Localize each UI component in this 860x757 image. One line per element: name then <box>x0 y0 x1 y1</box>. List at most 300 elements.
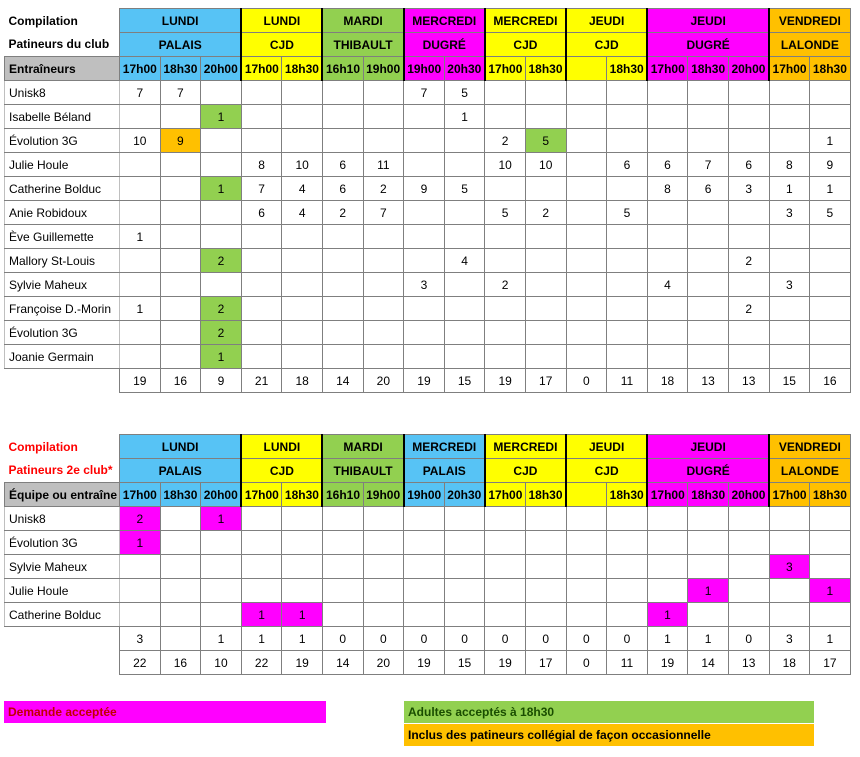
count-cell <box>647 579 688 603</box>
count-cell: 4 <box>647 273 688 297</box>
time-slot: 17h00 <box>485 483 526 507</box>
count-cell: 5 <box>525 129 566 153</box>
count-cell <box>728 273 769 297</box>
coach-name: Évolution 3G <box>5 531 120 555</box>
count-cell <box>404 603 445 627</box>
count-cell: 6 <box>688 177 729 201</box>
count-cell <box>282 273 323 297</box>
time-slot: 17h00 <box>485 57 526 81</box>
count-cell <box>728 201 769 225</box>
count-cell <box>404 105 445 129</box>
coach-name: Françoise D.-Morin <box>5 297 120 321</box>
count-cell <box>607 273 648 297</box>
count-cell <box>322 321 363 345</box>
total-cell: 13 <box>728 369 769 393</box>
time-slot: 20h30 <box>444 483 485 507</box>
count-cell: 11 <box>363 153 404 177</box>
count-cell <box>160 201 201 225</box>
count-cell <box>647 297 688 321</box>
count-cell <box>688 297 729 321</box>
second-club-skaters-table <box>4 434 851 675</box>
count-cell <box>647 555 688 579</box>
count-cell <box>404 507 445 531</box>
count-cell <box>647 249 688 273</box>
count-cell <box>201 579 242 603</box>
day-label: MARDI <box>322 435 403 459</box>
venue-label: DUGRÉ <box>647 33 769 57</box>
count-cell <box>769 81 810 105</box>
count-cell <box>525 249 566 273</box>
count-cell: 2 <box>728 249 769 273</box>
table-row <box>5 81 851 105</box>
count-cell <box>566 579 607 603</box>
count-cell <box>566 201 607 225</box>
count-cell <box>282 249 323 273</box>
count-cell <box>160 153 201 177</box>
count-cell <box>160 297 201 321</box>
time-slot: 16h10 <box>322 57 363 81</box>
count-cell: 7 <box>160 81 201 105</box>
count-cell <box>404 201 445 225</box>
count-cell <box>322 129 363 153</box>
table-row <box>5 177 851 201</box>
table-row <box>5 345 851 369</box>
count-cell <box>120 579 161 603</box>
coach-name: Julie Houle <box>5 579 120 603</box>
day-label: JEUDI <box>566 435 647 459</box>
time-slot: 18h30 <box>607 483 648 507</box>
count-cell <box>769 345 810 369</box>
count-cell <box>241 345 282 369</box>
count-cell <box>363 321 404 345</box>
count-cell: 10 <box>282 153 323 177</box>
total-cell: 18 <box>769 651 810 675</box>
day-label: LUNDI <box>241 435 322 459</box>
table-row <box>5 249 851 273</box>
count-cell <box>404 129 445 153</box>
table-row <box>5 297 851 321</box>
time-slot: 18h30 <box>282 57 323 81</box>
count-cell: 6 <box>728 153 769 177</box>
count-cell <box>566 297 607 321</box>
count-cell <box>120 201 161 225</box>
total-cell: 19 <box>485 651 526 675</box>
time-slot: 18h30 <box>525 483 566 507</box>
count-cell <box>810 225 851 249</box>
count-cell <box>607 603 648 627</box>
subtotal-cell: 0 <box>566 627 607 651</box>
count-cell <box>728 555 769 579</box>
count-cell <box>322 555 363 579</box>
count-cell <box>201 129 242 153</box>
count-cell <box>160 273 201 297</box>
count-cell: 1 <box>444 105 485 129</box>
total-cell: 13 <box>728 651 769 675</box>
count-cell <box>363 249 404 273</box>
count-cell <box>363 129 404 153</box>
subtotal-cell: 0 <box>322 627 363 651</box>
time-slot: 17h00 <box>120 483 161 507</box>
count-cell <box>485 321 526 345</box>
count-cell <box>404 225 445 249</box>
subtotal-cell: 0 <box>728 627 769 651</box>
count-cell <box>525 177 566 201</box>
venue-label: DUGRÉ <box>647 459 769 483</box>
subtotal-label <box>5 627 120 651</box>
count-cell <box>769 297 810 321</box>
count-cell <box>444 153 485 177</box>
total-cell: 16 <box>160 651 201 675</box>
total-row <box>5 369 851 393</box>
day-label: LUNDI <box>120 9 242 33</box>
total-cell: 22 <box>120 651 161 675</box>
coach-name: Unisk8 <box>5 507 120 531</box>
count-cell: 1 <box>810 579 851 603</box>
count-cell: 1 <box>120 225 161 249</box>
count-cell <box>566 531 607 555</box>
coach-name: Évolution 3G <box>5 129 120 153</box>
count-cell <box>485 81 526 105</box>
count-cell <box>444 579 485 603</box>
count-cell: 1 <box>810 177 851 201</box>
count-cell <box>769 579 810 603</box>
count-cell <box>404 345 445 369</box>
count-cell <box>607 81 648 105</box>
count-cell <box>120 153 161 177</box>
day-label: JEUDI <box>647 9 769 33</box>
count-cell <box>241 555 282 579</box>
subtotal-cell: 0 <box>363 627 404 651</box>
coach-name: Anie Robidoux <box>5 201 120 225</box>
count-cell <box>363 345 404 369</box>
count-cell <box>647 531 688 555</box>
count-cell: 2 <box>120 507 161 531</box>
table-row <box>5 507 851 531</box>
count-cell: 3 <box>728 177 769 201</box>
count-cell <box>728 81 769 105</box>
count-cell <box>282 105 323 129</box>
total-cell: 11 <box>607 369 648 393</box>
count-cell <box>607 321 648 345</box>
count-cell <box>810 273 851 297</box>
count-cell <box>566 153 607 177</box>
count-cell <box>282 579 323 603</box>
count-cell <box>769 105 810 129</box>
subtotal-cell: 0 <box>525 627 566 651</box>
count-cell: 1 <box>241 603 282 627</box>
count-cell <box>444 201 485 225</box>
count-cell <box>404 579 445 603</box>
count-cell <box>241 297 282 321</box>
count-cell <box>241 273 282 297</box>
table-row <box>5 603 851 627</box>
table-row <box>5 555 851 579</box>
venue-label: LALONDE <box>769 459 850 483</box>
count-cell: 3 <box>769 201 810 225</box>
count-cell: 7 <box>241 177 282 201</box>
total-cell: 19 <box>485 369 526 393</box>
count-cell <box>566 321 607 345</box>
count-cell <box>444 603 485 627</box>
count-cell <box>485 345 526 369</box>
count-cell: 7 <box>404 81 445 105</box>
count-cell <box>688 531 729 555</box>
count-cell <box>566 345 607 369</box>
count-cell <box>322 297 363 321</box>
total-cell: 14 <box>322 651 363 675</box>
count-cell <box>485 177 526 201</box>
count-cell <box>282 225 323 249</box>
count-cell <box>769 321 810 345</box>
count-cell <box>404 153 445 177</box>
count-cell: 1 <box>201 345 242 369</box>
venue-label: PALAIS <box>404 459 485 483</box>
count-cell: 6 <box>607 153 648 177</box>
subtotal-cell: 1 <box>201 627 242 651</box>
count-cell <box>160 105 201 129</box>
total-cell: 17 <box>810 651 851 675</box>
count-cell: 7 <box>688 153 729 177</box>
subtotal-cell: 1 <box>647 627 688 651</box>
total-cell: 15 <box>444 651 485 675</box>
venue-label: CJD <box>485 459 566 483</box>
count-cell: 6 <box>647 153 688 177</box>
count-cell <box>363 225 404 249</box>
count-cell <box>769 249 810 273</box>
count-cell <box>607 345 648 369</box>
count-cell <box>525 345 566 369</box>
count-cell <box>322 273 363 297</box>
count-cell <box>322 345 363 369</box>
count-cell: 4 <box>282 177 323 201</box>
count-cell <box>282 81 323 105</box>
venue-label: CJD <box>241 459 322 483</box>
table-row <box>5 105 851 129</box>
count-cell: 6 <box>322 177 363 201</box>
count-cell <box>607 579 648 603</box>
count-cell <box>444 345 485 369</box>
total-cell: 16 <box>160 369 201 393</box>
count-cell <box>201 153 242 177</box>
count-cell <box>241 129 282 153</box>
count-cell <box>647 81 688 105</box>
count-cell <box>282 507 323 531</box>
count-cell <box>444 225 485 249</box>
count-cell <box>688 507 729 531</box>
club-skaters-table <box>4 8 851 393</box>
time-slot: 17h00 <box>241 483 282 507</box>
count-cell <box>160 177 201 201</box>
count-cell <box>404 297 445 321</box>
subtotal-cell: 1 <box>282 627 323 651</box>
count-cell <box>282 321 323 345</box>
count-cell <box>525 531 566 555</box>
time-slot: 18h30 <box>810 483 851 507</box>
count-cell <box>444 273 485 297</box>
count-cell <box>485 603 526 627</box>
legend-college-skaters: Inclus des patineurs collégial de façon occasionnelle <box>404 724 814 746</box>
count-cell <box>201 201 242 225</box>
count-cell <box>688 201 729 225</box>
count-cell <box>810 507 851 531</box>
venue-label: LALONDE <box>769 33 850 57</box>
count-cell <box>647 201 688 225</box>
venue-label: THIBAULT <box>322 459 403 483</box>
total-row <box>5 651 851 675</box>
count-cell <box>566 555 607 579</box>
count-cell <box>607 555 648 579</box>
count-cell <box>485 105 526 129</box>
count-cell <box>363 273 404 297</box>
table-row <box>5 129 851 153</box>
time-slot: 17h00 <box>647 483 688 507</box>
count-cell: 5 <box>444 81 485 105</box>
count-cell <box>607 129 648 153</box>
total-cell: 13 <box>688 369 729 393</box>
count-cell <box>769 507 810 531</box>
count-cell <box>363 603 404 627</box>
count-cell <box>160 603 201 627</box>
count-cell <box>282 531 323 555</box>
day-label: MERCREDI <box>485 9 566 33</box>
count-cell <box>769 603 810 627</box>
count-cell: 7 <box>363 201 404 225</box>
count-cell <box>566 603 607 627</box>
count-cell <box>525 555 566 579</box>
total-cell: 0 <box>566 369 607 393</box>
subtotal-row <box>5 627 851 651</box>
total-cell: 19 <box>647 651 688 675</box>
day-label: MERCREDI <box>485 435 566 459</box>
count-cell <box>485 579 526 603</box>
count-cell: 5 <box>607 201 648 225</box>
total-cell: 18 <box>647 369 688 393</box>
count-cell <box>525 273 566 297</box>
count-cell <box>363 81 404 105</box>
time-slot: 19h00 <box>404 57 445 81</box>
count-cell <box>728 579 769 603</box>
count-cell: 1 <box>201 177 242 201</box>
count-cell: 2 <box>363 177 404 201</box>
count-cell: 1 <box>201 507 242 531</box>
total-label <box>5 651 120 675</box>
count-cell: 3 <box>404 273 445 297</box>
time-slot: 20h00 <box>201 483 242 507</box>
total-cell: 14 <box>688 651 729 675</box>
count-cell <box>810 555 851 579</box>
count-cell: 8 <box>769 153 810 177</box>
count-cell <box>810 249 851 273</box>
count-cell <box>120 321 161 345</box>
count-cell: 1 <box>647 603 688 627</box>
count-cell <box>282 129 323 153</box>
count-cell <box>769 225 810 249</box>
count-cell <box>282 555 323 579</box>
coach-name: Isabelle Béland <box>5 105 120 129</box>
total-cell: 11 <box>607 651 648 675</box>
time-slot: 19h00 <box>404 483 445 507</box>
day-label: VENDREDI <box>769 9 850 33</box>
time-header-row <box>5 57 851 81</box>
total-label <box>5 369 120 393</box>
count-cell <box>485 507 526 531</box>
count-cell: 9 <box>810 153 851 177</box>
venue-label: PALAIS <box>120 33 242 57</box>
count-cell: 1 <box>201 105 242 129</box>
count-cell: 1 <box>282 603 323 627</box>
day-label: LUNDI <box>241 9 322 33</box>
count-cell <box>120 249 161 273</box>
count-cell <box>728 531 769 555</box>
count-cell <box>728 507 769 531</box>
total-cell: 21 <box>241 369 282 393</box>
time-slot: 18h30 <box>688 57 729 81</box>
count-cell <box>363 507 404 531</box>
count-cell <box>160 579 201 603</box>
count-cell <box>160 249 201 273</box>
count-cell <box>728 321 769 345</box>
count-cell <box>444 321 485 345</box>
count-cell <box>607 177 648 201</box>
count-cell <box>607 249 648 273</box>
count-cell <box>688 249 729 273</box>
subtotal-cell <box>160 627 201 651</box>
count-cell <box>322 249 363 273</box>
count-cell: 8 <box>241 153 282 177</box>
count-cell <box>566 81 607 105</box>
count-cell: 2 <box>201 297 242 321</box>
total-cell: 0 <box>566 651 607 675</box>
count-cell <box>363 531 404 555</box>
count-cell <box>566 129 607 153</box>
count-cell <box>201 555 242 579</box>
time-slot: 18h30 <box>160 483 201 507</box>
table-title: Compilation <box>8 439 78 454</box>
count-cell <box>566 249 607 273</box>
count-cell: 6 <box>322 153 363 177</box>
count-cell <box>322 105 363 129</box>
count-cell <box>688 225 729 249</box>
total-cell: 17 <box>525 651 566 675</box>
count-cell <box>769 531 810 555</box>
count-cell <box>647 345 688 369</box>
count-cell <box>160 555 201 579</box>
count-cell <box>525 321 566 345</box>
count-cell: 9 <box>160 129 201 153</box>
total-cell: 19 <box>404 651 445 675</box>
count-cell <box>444 129 485 153</box>
subtotal-cell: 1 <box>688 627 729 651</box>
count-cell <box>120 105 161 129</box>
total-cell: 16 <box>810 369 851 393</box>
count-cell <box>322 531 363 555</box>
total-cell: 9 <box>201 369 242 393</box>
count-cell <box>769 129 810 153</box>
subtotal-cell: 0 <box>444 627 485 651</box>
count-cell <box>810 345 851 369</box>
count-cell: 5 <box>810 201 851 225</box>
subtotal-cell: 3 <box>120 627 161 651</box>
count-cell <box>201 225 242 249</box>
count-cell <box>688 321 729 345</box>
total-cell: 15 <box>769 369 810 393</box>
subtotal-cell: 1 <box>241 627 282 651</box>
time-slot: 20h00 <box>728 57 769 81</box>
time-slot <box>566 483 607 507</box>
count-cell <box>322 603 363 627</box>
count-cell: 9 <box>404 177 445 201</box>
count-cell <box>728 225 769 249</box>
